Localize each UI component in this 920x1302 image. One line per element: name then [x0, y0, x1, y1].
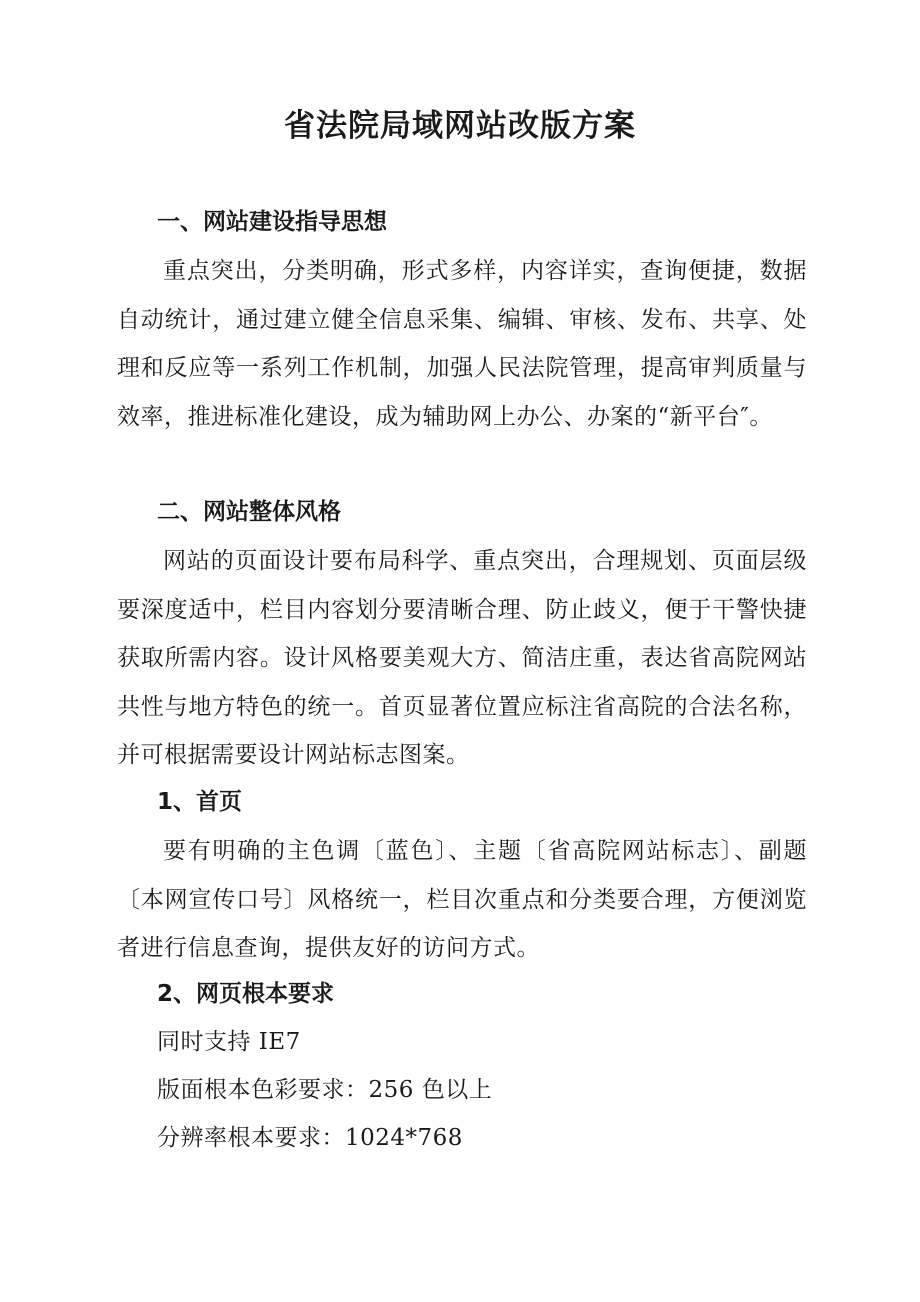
requirement-item-color: 版面根本色彩要求：256 色以上 — [157, 1077, 493, 1103]
requirement-item-resolution: 分辨率根本要求：1024*768 — [157, 1125, 463, 1151]
requirement-item-browser: 同时支持 IE7 — [157, 1029, 301, 1055]
section-heading-guiding-ideology: 一、网站建设指导思想 — [157, 209, 387, 235]
document-title: 省法院局域网站改版方案 — [284, 108, 636, 144]
subsection-heading-page-requirements: 2、网页根本要求 — [157, 981, 335, 1007]
subsection-paragraph-homepage: 要有明确的主色调〔蓝色〕、主题〔省高院网站标志〕、副题〔本网宣传口号〕风格统一，栏目次重点和分类要合理，方便浏览者进行信息查询，提供友好的访问方式。 — [117, 838, 807, 961]
subsection-heading-homepage: 1、首页 — [157, 789, 243, 815]
section-heading-overall-style: 二、网站整体风格 — [157, 499, 341, 525]
section-paragraph-guiding-ideology: 重点突出，分类明确，形式多样，内容详实，查询便捷，数据自动统计，通过建立健全信息采集、编辑、审核、发布、共享、处理和反应等一系列工作机制，加强人民法院管理，提高审判质量与效率，推进标准化建设，成为辅助网上办公、办案的“新平台″。 — [117, 258, 807, 430]
section-paragraph-overall-style: 网站的页面设计要布局科学、重点突出，合理规划、页面层级要深度适中，栏目内容划分要清晰合理、防止歧义，便于干警快捷获取所需内容。设计风格要美观大方、简洁庄重，表达省高院网站共性与地方特色的统一。首页显著位置应标注省高院的合法名称，并可根据需要设计网站标志图案。 — [117, 548, 807, 768]
